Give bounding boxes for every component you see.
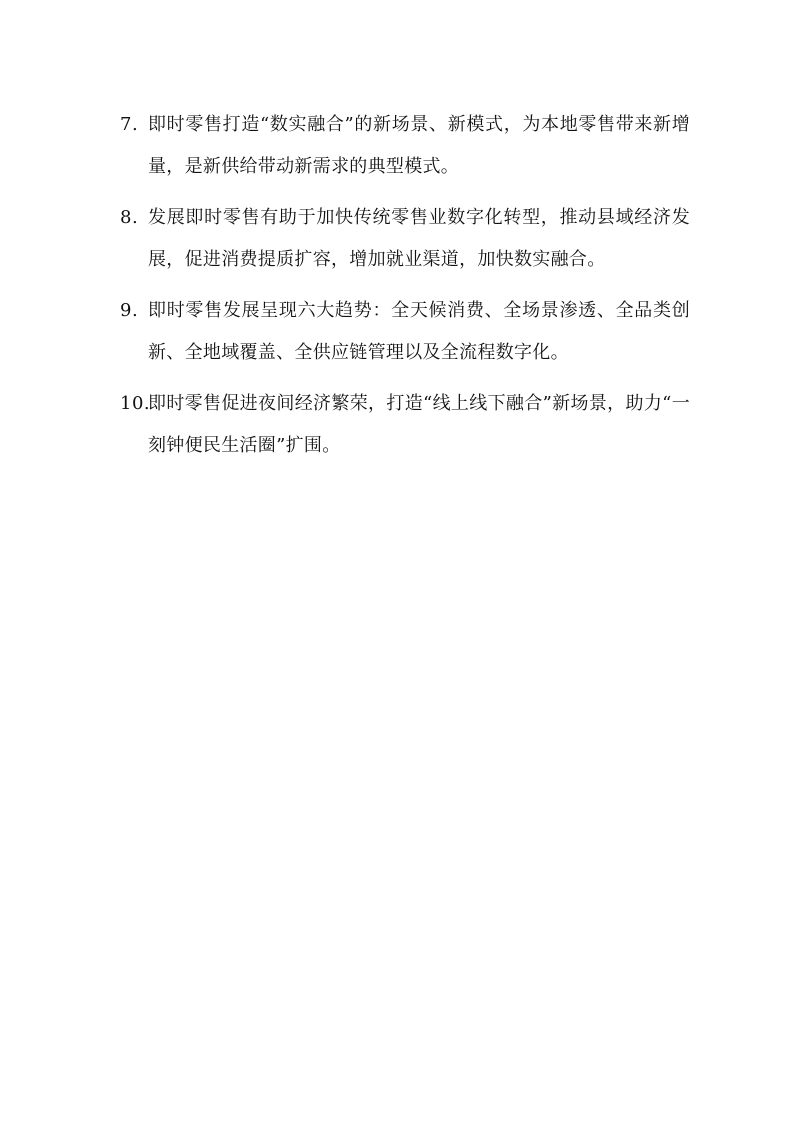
list-item	[120, 290, 690, 374]
item-number: 10.	[120, 393, 151, 414]
item-text: 即时零售促进夜间经济繁荣，打造“线上线下融合”新场景，助力“一刻钟便民生活圈”扩围。	[148, 393, 690, 456]
numbered-list	[120, 104, 690, 476]
list-item	[120, 383, 690, 467]
item-text: 即时零售打造“数实融合”的新场景、新模式，为本地零售带来新增量，是新供给带动新需求的典型模式。	[148, 114, 690, 177]
item-number: 8.	[120, 207, 139, 228]
list-item	[120, 104, 690, 188]
item-text: 发展即时零售有助于加快传统零售业数字化转型，推动县域经济发展，促进消费提质扩容，增加就业渠道，加快数实融合。	[148, 207, 690, 270]
item-number: 9.	[120, 300, 139, 321]
item-text: 即时零售发展呈现六大趋势：全天候消费、全场景渗透、全品类创新、全地域覆盖、全供应链管理以及全流程数字化。	[148, 300, 690, 363]
item-number: 7.	[120, 114, 139, 135]
list-item	[120, 197, 690, 281]
